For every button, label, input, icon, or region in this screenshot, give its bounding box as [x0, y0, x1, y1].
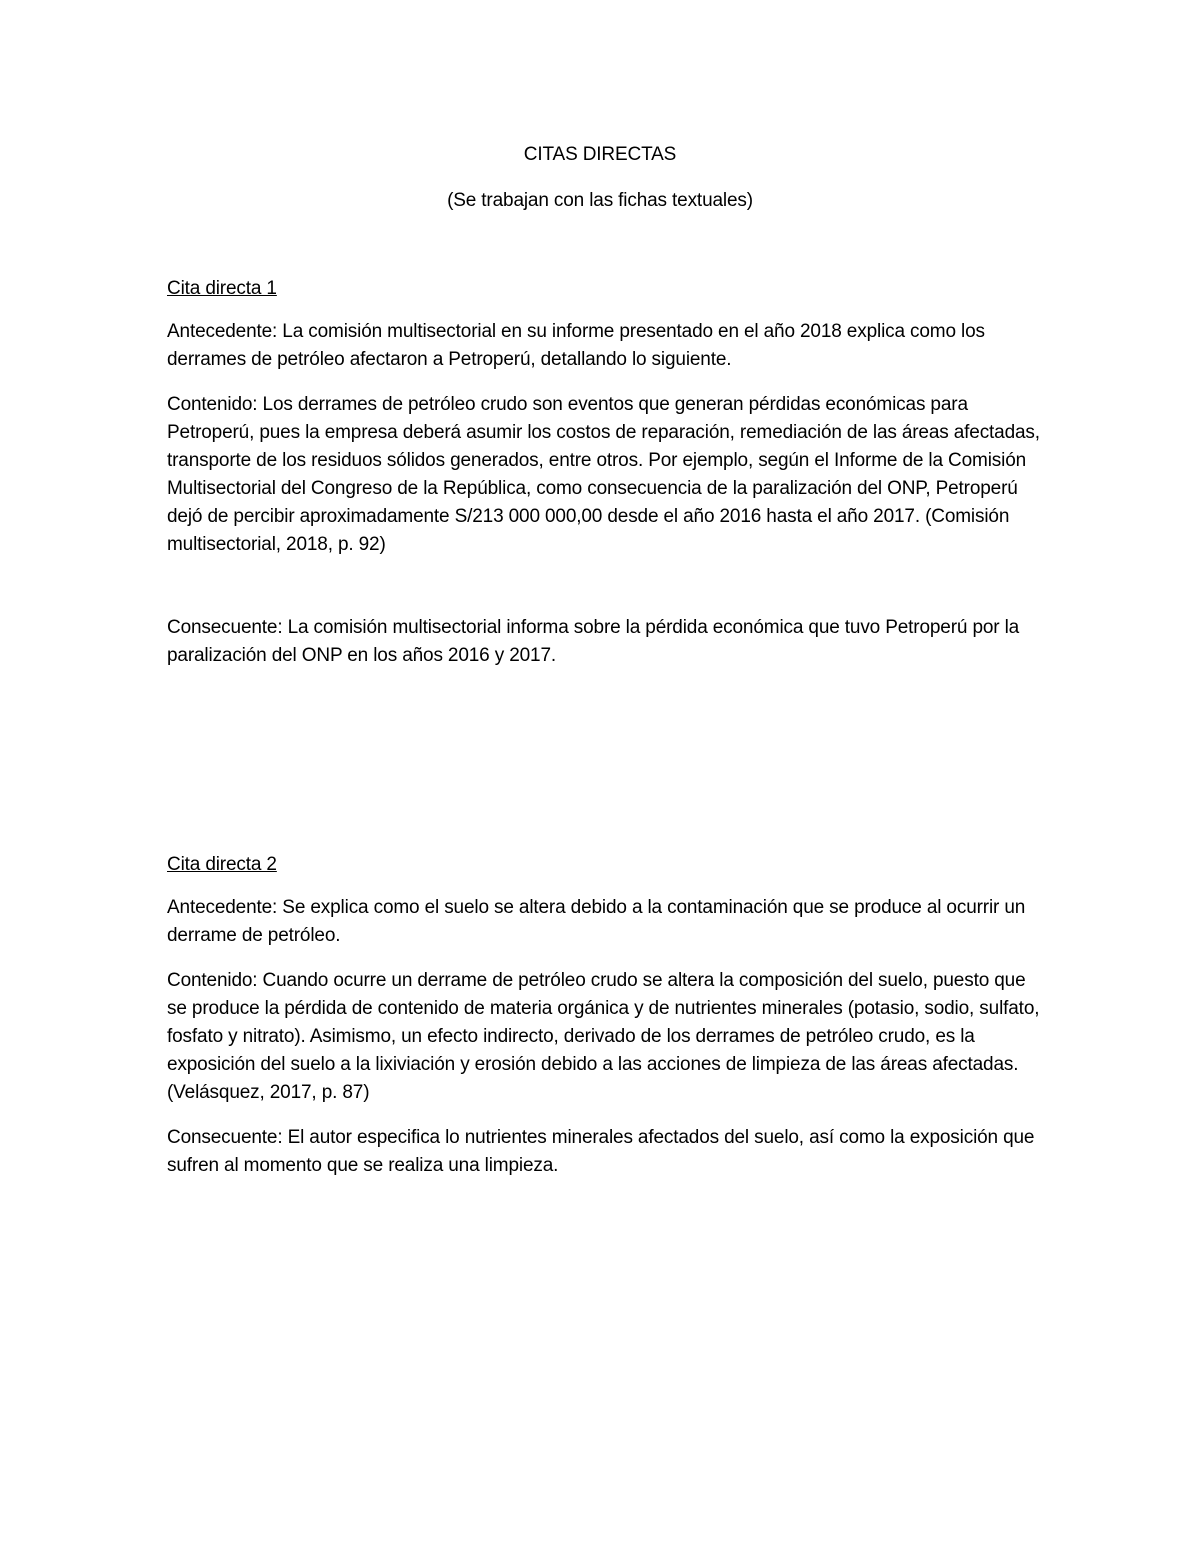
consecuente-paragraph: Consecuente: El autor especifica lo nutrientes minerales afectados del suelo, así como la exposición que sufren al momento que se realiza una limpieza. — [167, 1127, 1035, 1176]
section-cita-directa-1 — [167, 275, 1042, 670]
contenido-paragraph: Contenido: Cuando ocurre un derrame de petróleo crudo se altera la composición del suelo, puesto que se produce la pérdida de contenido de materia orgánica y de nutrientes minerales (potasio, sodio, sulfato, fosfato y nitrato). Asimismo, un efecto indirecto, derivado de los derrames de petróleo crudo, es la exposición del suelo a la lixiviación y erosión debido a las acciones de limpieza de las áreas afectadas. (Velásquez, 2017, p. 87) — [167, 970, 1040, 1103]
document-title: CITAS DIRECTAS — [523, 144, 677, 165]
section-heading: Cita directa 1 — [167, 278, 277, 299]
consecuente-paragraph: Consecuente: La comisión multisectorial informa sobre la pérdida económica que tuvo Petroperú por la paralización del ONP en los años 2016 y 2017. — [167, 617, 1020, 666]
antecedente-paragraph: Antecedente: Se explica como el suelo se altera debido a la contaminación que se produce al ocurrir un derrame de petróleo. — [167, 897, 1026, 946]
document-body — [167, 141, 1042, 1180]
document-subtitle: (Se trabajan con las fichas textuales) — [447, 190, 753, 211]
antecedente-paragraph: Antecedente: La comisión multisectorial en su informe presentado en el año 2018 explica como los derrames de petróleo afectaron a Petroperú, detallando lo siguiente. — [167, 321, 985, 370]
section-cita-directa-2 — [167, 851, 1042, 1180]
section-heading: Cita directa 2 — [167, 854, 277, 875]
contenido-paragraph: Contenido: Los derrames de petróleo crudo son eventos que generan pérdidas económicas para Petroperú, pues la empresa deberá asumir los costos de reparación, remediación de las áreas afectadas, transporte de los residuos sólidos generados, entre otros. Por ejemplo, según el Informe de la Comisión Multisectorial del Congreso de la República, como consecuencia de la paralización del ONP, Petroperú dejó de percibir aproximadamente S/213 000 000,00 desde el año 2016 hasta el año 2017. (Comisión multisectorial, 2018, p. 92) — [167, 394, 1040, 555]
